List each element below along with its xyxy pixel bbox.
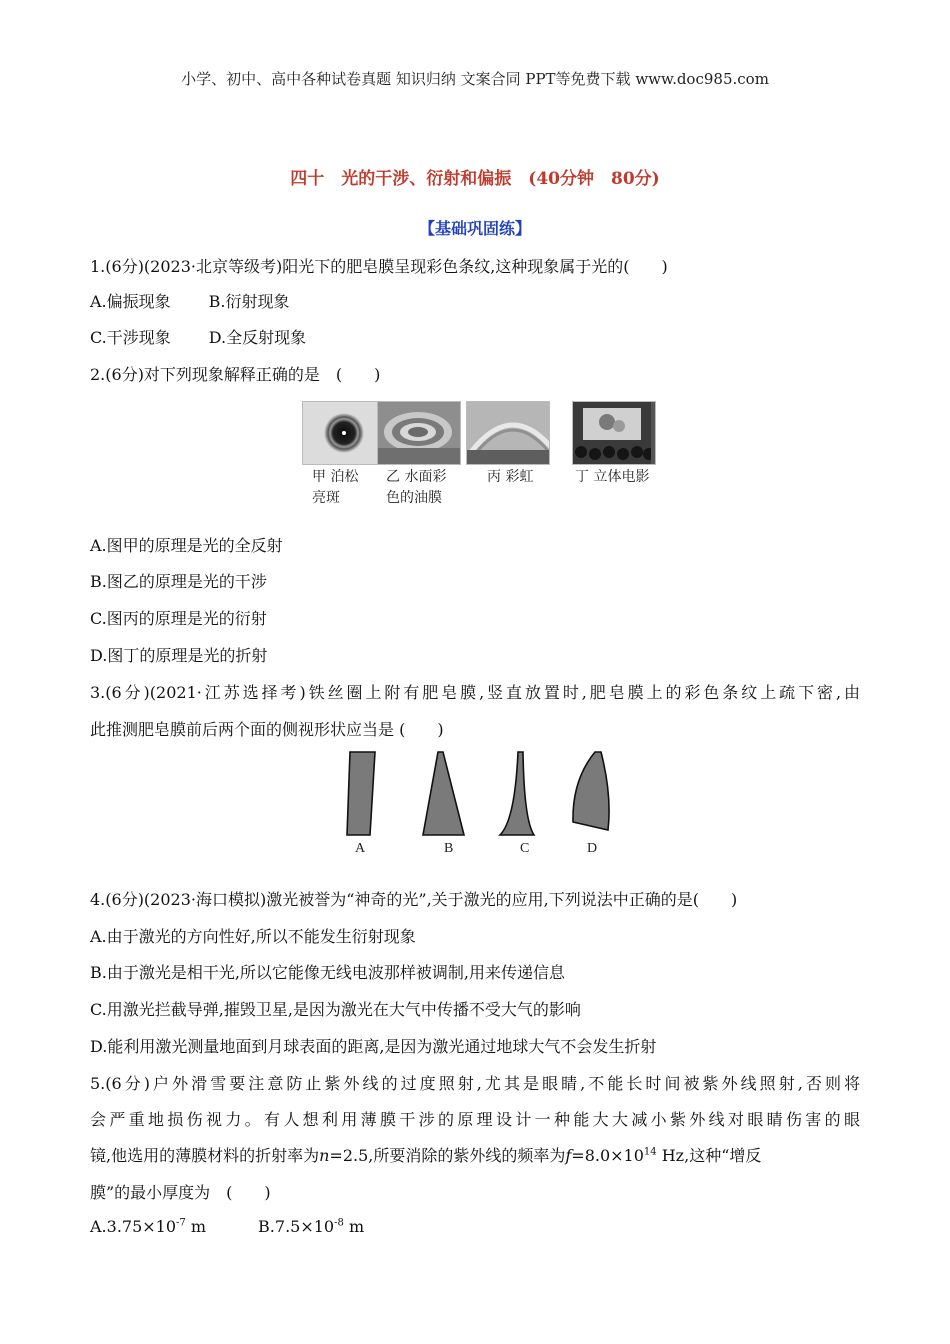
page-title: 四十 光的干涉、衍射和偏振 (40分钟 80分) [290, 169, 660, 189]
poisson-spot-image [302, 401, 386, 465]
q5-stem-line2: 会严重地损伤视力。有人想利用薄膜干涉的原理设计一种能大大减小紫外线对眼睛伤害的眼 [90, 1110, 860, 1129]
q4-option-c: C.用激光拦截导弹,摧毁卫星,是因为激光在大气中传播不受大气的影响 [90, 1000, 581, 1019]
q2-stem: 2.(6分)对下列现象解释正确的是 ( ) [90, 365, 381, 384]
q4-option-a: A.由于激光的方向性好,所以不能发生衍射现象 [90, 927, 416, 946]
q2-option-c: C.图丙的原理是光的衍射 [90, 609, 267, 628]
q4-stem: 4.(6分)(2023·海口模拟)激光被誉为“神奇的光”,关于激光的应用,下列说法中正确的是( ) [90, 890, 738, 909]
rainbow-image [466, 401, 550, 465]
q5-stem-line1: 5.(6分)户外滑雪要注意防止紫外线的过度照射,尤其是眼睛,不能长时间被紫外线照射,否则将 [90, 1074, 860, 1093]
q1-option-b: B.衍射现象 [208, 292, 290, 311]
film-shapes-figure [330, 750, 630, 840]
shape-label-a: A [355, 841, 366, 856]
shape-c [500, 752, 534, 835]
q2-option-a: A.图甲的原理是光的全反射 [90, 536, 283, 555]
q1-options-row1 [90, 289, 290, 312]
q5-stem-line4: 膜”的最小厚度为 ( ) [90, 1183, 271, 1202]
shape-a [347, 752, 375, 835]
q5-option-b: $B.7.5\times 10^{-8}$ m [258, 1217, 365, 1236]
caption-jia: 甲 泊松 亮斑 [312, 469, 359, 506]
symbol-n: n [319, 1146, 330, 1165]
q4-option-b: B.由于激光是相干光,所以它能像无线电波那样被调制,用来传递信息 [90, 963, 566, 982]
q1-option-c: C.干涉现象 [90, 328, 171, 347]
symbol-f: f [565, 1146, 572, 1165]
shape-label-c: C [520, 841, 530, 856]
q5-options-row [90, 1217, 364, 1236]
section-heading: 【基础巩固练】 [418, 219, 531, 238]
oil-film-image [377, 401, 461, 465]
page-header: 小学、初中、高中各种试卷真题 知识归纳 文案合同 PPT等免费下载 www.doc985.com [181, 70, 769, 88]
caption-bing: 丙 彩虹 [487, 469, 534, 485]
caption-ding: 丁 立体电影 [575, 469, 650, 485]
q5-option-a: $A.3.75\times 10^{-7}$ m [90, 1217, 207, 1236]
q3-stem-line1: 3.(6分)(2021·江苏选择考)铁丝圈上附有肥皂膜,竖直放置时,肥皂膜上的彩色条纹上疏下密,由 [90, 683, 860, 702]
q1-stem: 1.(6分)(2023·北京等级考)阳光下的肥皂膜呈现彩色条纹,这种现象属于光的( ) [90, 257, 668, 276]
q2-option-d: D.图丁的原理是光的折射 [90, 646, 268, 665]
caption-yi: 乙 水面彩 色的油膜 [386, 469, 447, 506]
shape-b [423, 752, 464, 835]
3d-movie-image [572, 401, 656, 465]
q1-option-a: A.偏振现象 [90, 292, 171, 311]
q2-option-b: B.图乙的原理是光的干涉 [90, 572, 267, 591]
q3-stem-line2: 此推测肥皂膜前后两个面的侧视形状应当是 ( ) [90, 720, 444, 739]
q5-stem-line3: 镜,他选用的薄膜材料的折射率为n=2.5,所要消除的紫外线的频率为$f=8.0\times 10^{14}$ Hz,这种“增反 [90, 1146, 762, 1165]
q4-option-d: D.能利用激光测量地面到月球表面的距离,是因为激光通过地球大气不会发生折射 [90, 1037, 657, 1056]
shape-label-b: B [444, 841, 454, 856]
shape-d [573, 752, 609, 830]
q1-option-d: D.全反射现象 [208, 328, 307, 347]
q1-options-row2 [90, 325, 306, 348]
shape-label-d: D [587, 841, 598, 856]
